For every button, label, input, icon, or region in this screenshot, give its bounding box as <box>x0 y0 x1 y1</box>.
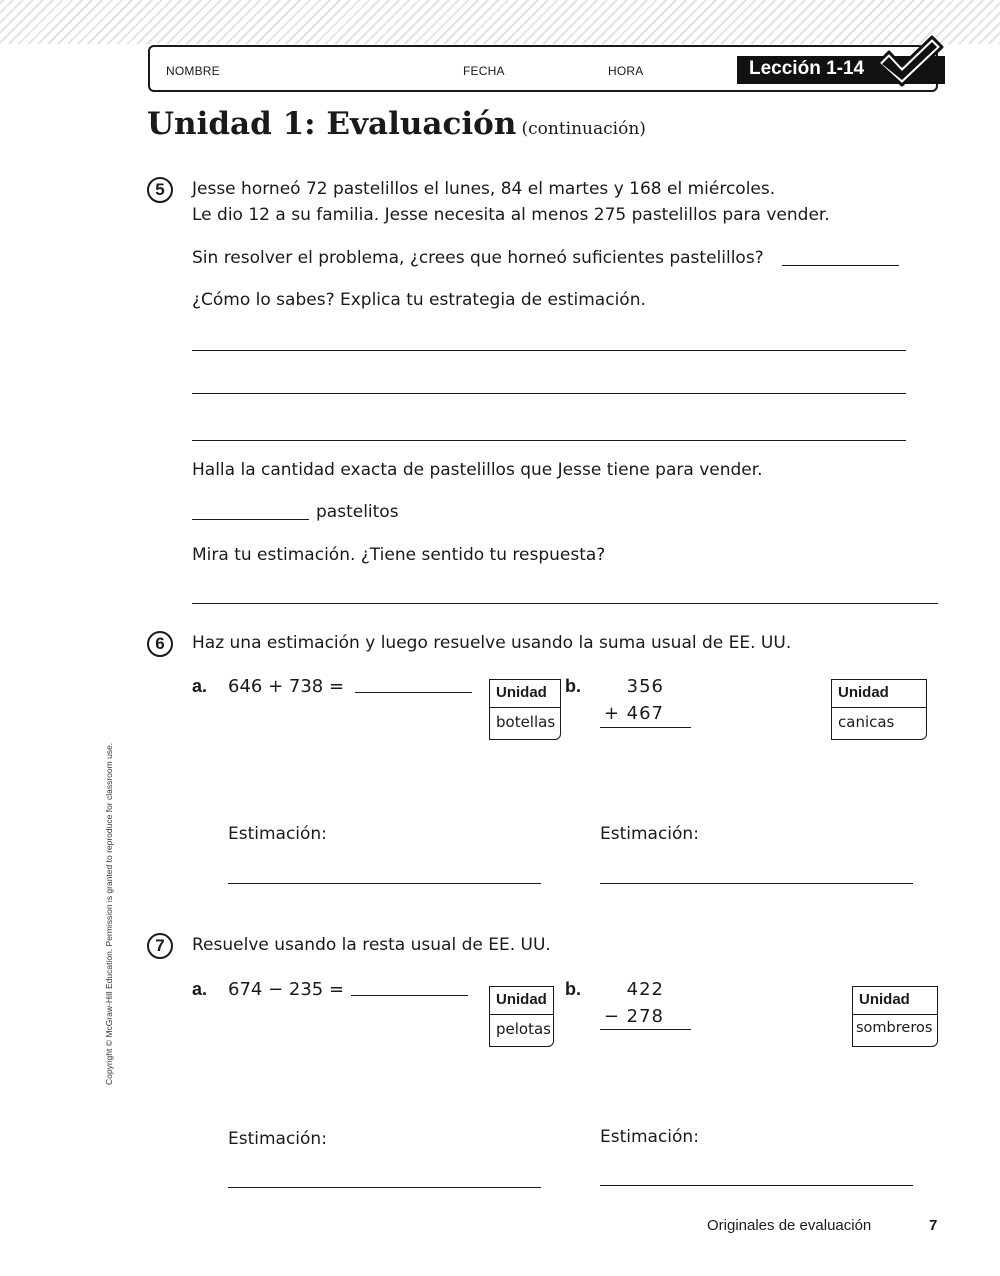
q6a-estimate-label: Estimación: <box>228 824 327 844</box>
q6b-unit-header: Unidad <box>832 680 926 708</box>
q6a-unit-box <box>489 679 561 740</box>
title-main: Unidad 1: Evaluación <box>147 106 517 142</box>
q7b-label: b. <box>565 979 581 999</box>
q7a-unit-box <box>489 986 554 1047</box>
lesson-tag: Lección 1-14 <box>737 56 945 84</box>
question-number-5: 5 <box>147 177 173 203</box>
q5-estimate-question: Sin resolver el problema, ¿crees que horneó suficientes pastelillos? <box>192 248 764 268</box>
q5-text-line2: Le dio 12 a su familia. Jesse necesita al menos 275 pastelillos para vender. <box>192 205 830 225</box>
q7b-estimate-label: Estimación: <box>600 1127 699 1147</box>
q6a-estimate-line[interactable] <box>228 883 541 884</box>
q6a-unit-value: botellas <box>496 713 556 731</box>
q7a-expression: 674 − 235 = <box>228 979 345 1000</box>
page-number: 7 <box>929 1217 938 1234</box>
q7a-unit-value: pelotas <box>496 1020 551 1038</box>
page-title <box>147 106 646 142</box>
student-info-bar <box>148 45 938 92</box>
q5-strategy-answer-line-2[interactable] <box>192 393 906 394</box>
q5-text-line1: Jesse horneó 72 pastelillos el lunes, 84 el martes y 168 el miércoles. <box>192 179 776 199</box>
q7b-bottom-number: − 278 <box>603 1006 664 1027</box>
q6b-estimate-line[interactable] <box>600 883 913 884</box>
q7a-unit-header: Unidad <box>490 987 553 1015</box>
decorative-stripe-band <box>0 0 1000 44</box>
question-number-6: 6 <box>147 631 173 657</box>
q6a-label: a. <box>192 676 208 696</box>
q7a-label: a. <box>192 979 208 999</box>
q7a-answer-line[interactable] <box>351 995 468 996</box>
q6b-bottom-number: + 467 <box>603 703 664 724</box>
q7b-top-number: 422 <box>626 979 664 1000</box>
q5-exact-answer-line[interactable] <box>192 519 309 520</box>
title-sub: (continuación) <box>521 119 646 139</box>
fecha-label: FECHA <box>463 64 505 78</box>
q6a-unit-header: Unidad <box>490 680 560 708</box>
q6a-answer-line[interactable] <box>355 692 472 693</box>
q7a-estimate-label: Estimación: <box>228 1129 327 1149</box>
q7b-estimate-line[interactable] <box>600 1185 913 1186</box>
q6b-sum-line <box>600 727 691 728</box>
q6b-unit-value: canicas <box>838 713 895 731</box>
q7a-estimate-line[interactable] <box>228 1187 541 1188</box>
q5-strategy-question: ¿Cómo lo sabes? Explica tu estrategia de estimación. <box>192 290 646 310</box>
q6b-unit-box <box>831 679 927 740</box>
q7b-unit-value: sombreros <box>856 1020 933 1036</box>
q6b-label: b. <box>565 676 581 696</box>
q6b-top-number: 356 <box>626 676 664 697</box>
q5-check-answer-line[interactable] <box>192 603 938 604</box>
question-number-7: 7 <box>147 933 173 959</box>
q5-strategy-answer-line-3[interactable] <box>192 440 906 441</box>
footer-label: Originales de evaluación <box>707 1217 872 1234</box>
nombre-label: NOMBRE <box>166 64 220 78</box>
q6b-estimate-label: Estimación: <box>600 824 699 844</box>
q6a-expression: 646 + 738 = <box>228 676 345 697</box>
q5-check-question: Mira tu estimación. ¿Tiene sentido tu respuesta? <box>192 545 606 565</box>
q6-prompt: Haz una estimación y luego resuelve usando la suma usual de EE. UU. <box>192 633 792 653</box>
hora-label: HORA <box>608 64 644 78</box>
checkmark-icon <box>874 35 944 91</box>
q7b-unit-header: Unidad <box>853 987 937 1015</box>
q7-prompt: Resuelve usando la resta usual de EE. UU. <box>192 935 551 955</box>
q5-strategy-answer-line-1[interactable] <box>192 350 906 351</box>
q5-exact-question: Halla la cantidad exacta de pastelillos que Jesse tiene para vender. <box>192 460 763 480</box>
q5-estimate-answer-line[interactable] <box>782 265 899 266</box>
q7b-unit-box <box>852 986 938 1047</box>
copyright-notice: Copyright © McGraw-Hill Education. Permission is granted to reproduce for classroom use. <box>104 742 114 1085</box>
q5-answer-unit: pastelitos <box>316 502 399 522</box>
q7b-difference-line <box>600 1029 691 1030</box>
